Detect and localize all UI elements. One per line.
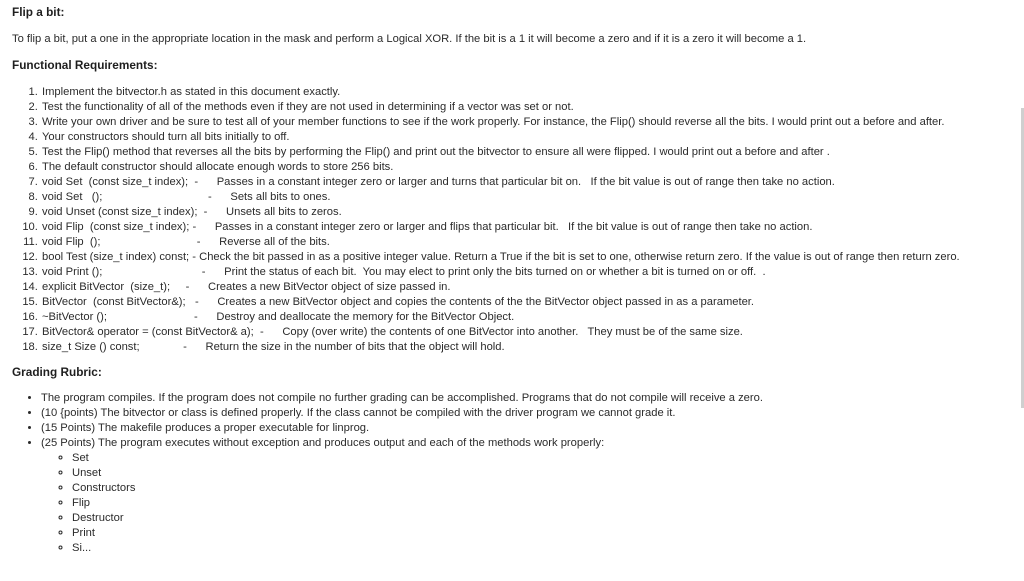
rubric-subitem: ◦ Constructors (72, 481, 1016, 496)
flip-a-bit-description: To flip a bit, put a one in the appropriate location in the mask and perform a Logical XOR. If the bit is a 1 it will become a zero and if it is a zero it will become a 1. (12, 33, 807, 45)
requirement-item: 4. Your constructors should turn all bits initially to off. (41, 130, 1016, 145)
rubric-subitem: ◦ Destructor (72, 511, 1016, 526)
requirements-list (12, 85, 1016, 355)
requirement-item: 2. Test the functionality of all of the methods even if they are not used in determining if a vector was set or not. (41, 100, 1016, 115)
requirement-item: 6. The default constructor should allocate enough words to store 256 bits. (41, 160, 1016, 175)
requirement-item: 10. void Flip (const size_t index); - Passes in a constant integer zero or larger and flips that particular bit. If the bit value is out of range then take no action. (41, 220, 1016, 235)
rubric-item: • (15 Points) The makefile produces a proper executable for linprog. (41, 421, 1016, 436)
requirement-item: 17. BitVector& operator = (const BitVector& a); - Copy (over write) the contents of one BitVector into another. They must be of the same size. (41, 325, 1016, 340)
rubric-item: • (10 {points) The bitvector or class is defined properly. If the class cannot be compiled with the driver program we cannot grade it. (41, 406, 1016, 421)
rubric-list (12, 391, 1016, 556)
rubric-subitem: ◦ Print (72, 526, 1016, 541)
rubric-method-sublist (41, 451, 1016, 556)
rubric-subitem: ◦ Si... (72, 541, 1016, 556)
section-title-functional-requirements: Functional Requirements: (12, 58, 158, 72)
rubric-item: • The program compiles. If the program does not compile no further grading can be accomplished. Programs that do not compile will receive a zero. (41, 391, 1016, 406)
requirement-item: 18. size_t Size () const; - Return the size in the number of bits that the object will hold. (41, 340, 1016, 355)
rubric-subitem: ◦ Unset (72, 466, 1016, 481)
rubric-item-text: (25 Points) The program executes without exception and produces output and each of the methods work properly: (41, 437, 605, 449)
requirement-item: 7. void Set (const size_t index); - Passes in a constant integer zero or larger and turns that particular bit on. If the bit value is out of range then take no action. (41, 175, 1016, 190)
requirement-item: 3. Write your own driver and be sure to test all of your member functions to see if the work properly. For instance, the Flip() should reverse all the bits. I would print out a before and after. (41, 115, 1016, 130)
requirement-item: 14. explicit BitVector (size_t); - Creates a new BitVector object of size passed in. (41, 280, 1016, 295)
requirement-item: 8. void Set (); - Sets all bits to ones. (41, 190, 1016, 205)
requirement-item: 12. bool Test (size_t index) const; - Check the bit passed in as a positive integer value. Return a True if the bit is set to one, otherwise return zero. If the value is out of range then return zero. (41, 250, 1016, 265)
document (12, 4, 1016, 556)
requirement-item: 5. Test the Flip() method that reverses all the bits by performing the Flip() and print out the bitvector to ensure all were flipped. I would print out a before and after . (41, 145, 1016, 160)
requirement-item: 15. BitVector (const BitVector&); - Creates a new BitVector object and copies the contents of the the BitVector object passed in as a parameter. (41, 295, 1016, 310)
rubric-subitem: ◦ Flip (72, 496, 1016, 511)
requirement-item: 11. void Flip (); - Reverse all of the bits. (41, 235, 1016, 250)
section-title-flip-a-bit: Flip a bit: (12, 5, 65, 19)
section-title-grading-rubric: Grading Rubric: (12, 365, 102, 379)
requirement-item: 1. Implement the bitvector.h as stated in this document exactly. (41, 85, 1016, 100)
rubric-item (41, 436, 1016, 556)
requirement-item: 16. ~BitVector (); - Destroy and deallocate the memory for the BitVector Object. (41, 310, 1016, 325)
rubric-subitem: ◦ Set (72, 451, 1016, 466)
requirement-item: 13. void Print (); - Print the status of each bit. You may elect to print only the bits turned on or whether a bit is turned on or off. . (41, 265, 1016, 280)
requirement-item: 9. void Unset (const size_t index); - Unsets all bits to zeros. (41, 205, 1016, 220)
